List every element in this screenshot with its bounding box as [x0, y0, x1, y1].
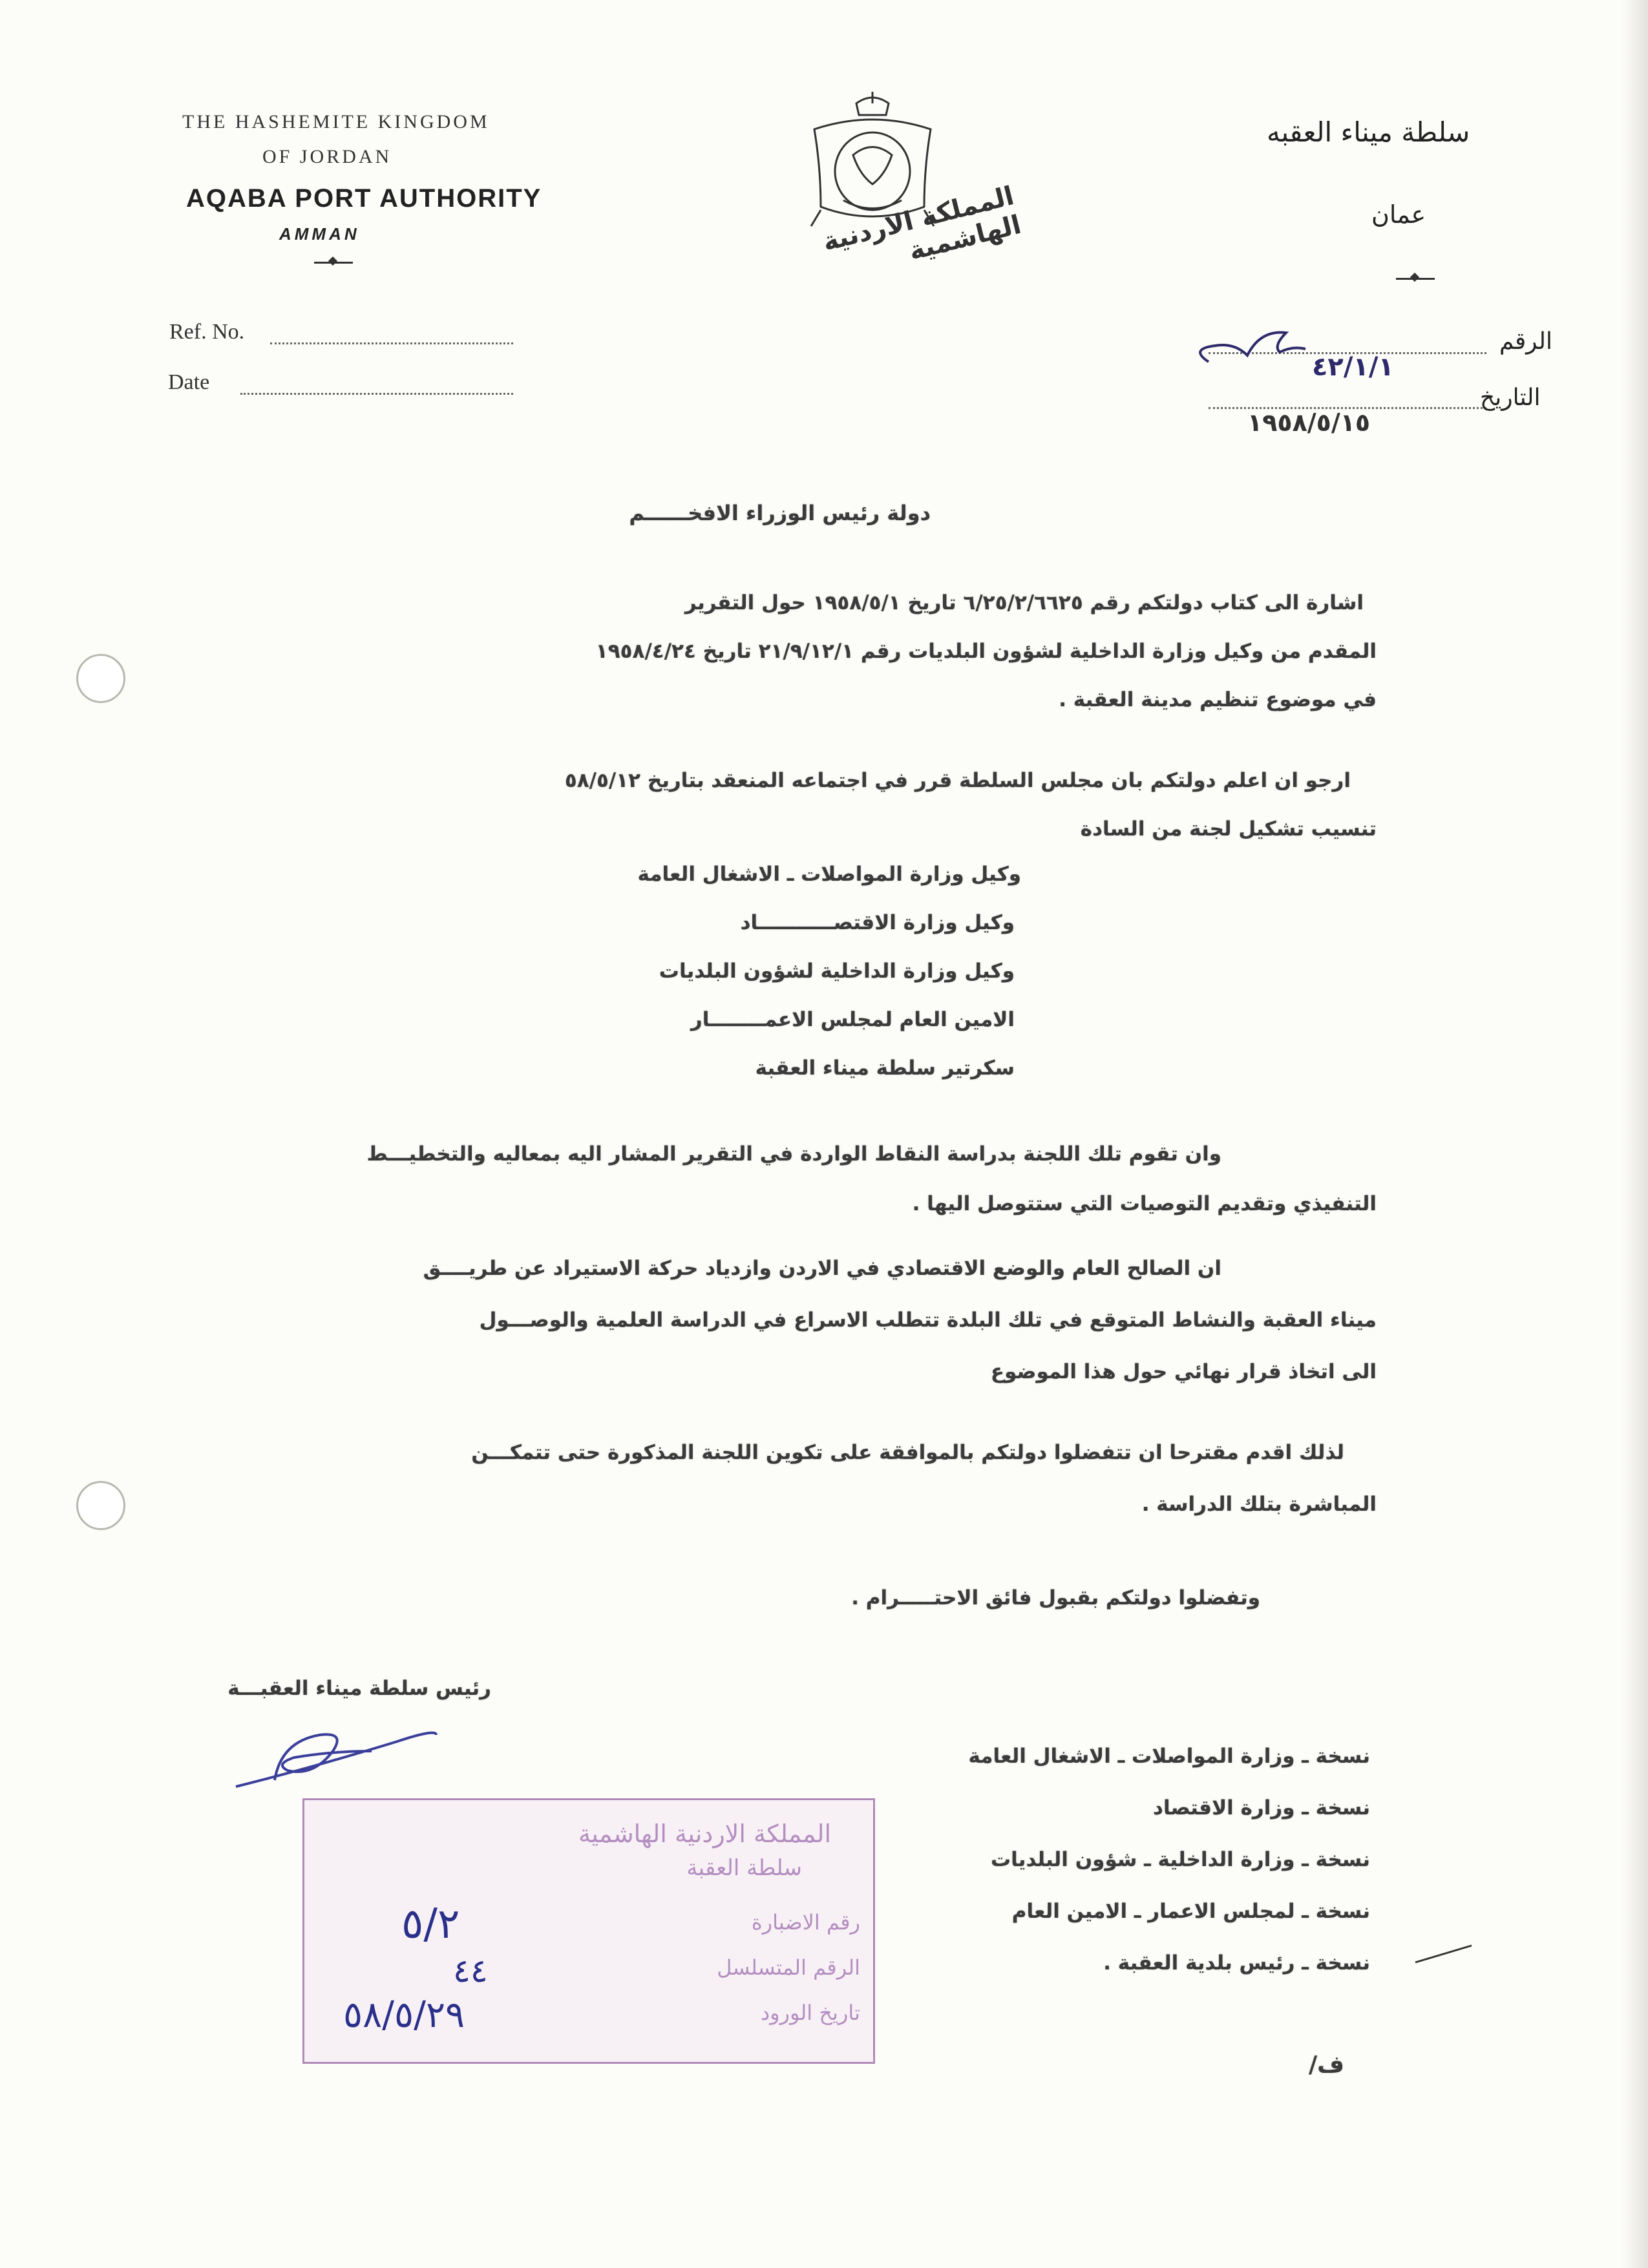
- copy-item-3: نسخة ـ وزارة الداخلية ـ شؤون البلديات: [991, 1848, 1370, 1871]
- para1-line3: في موضوع تنظيم مدينة العقبة .: [1059, 688, 1377, 711]
- ar-date-label: التاريخ: [1480, 384, 1541, 411]
- ornament-divider: [314, 262, 353, 264]
- committee-member-4: الامين العام لمجلس الاعمــــــــار: [690, 1008, 1015, 1031]
- para1-line1: اشارة الى كتاب دولتكم رقم ٦/٢٥/٢/٦٦٢٥ تاريخ ١٩٥٨/٥/١ حول التقرير: [684, 591, 1364, 614]
- para5-line2: المباشرة بتلك الدراسة .: [1141, 1493, 1377, 1516]
- copy-item-4: نسخة ـ لمجلس الاعمار ـ الامين العام: [1011, 1900, 1370, 1923]
- committee-member-1: وكيل وزارة المواصلات ـ الاشغال العامة: [637, 863, 1021, 886]
- para5-line1: لذلك اقدم مقترحا ان تتفضلوا دولتكم بالموافقة على تكوين اللجنة المذكورة حتى تتمكـــن: [471, 1441, 1344, 1464]
- stamp-label-file: رقم الاضبارة: [751, 1910, 860, 1935]
- ref-no-line: [270, 342, 513, 344]
- footer-mark: ف/: [1309, 2052, 1344, 2078]
- para1-line2: المقدم من وكيل وزارة الداخلية لشؤون البلديات رقم ٢١/٩/١٢/١ تاريخ ١٩٥٨/٤/٢٤: [595, 640, 1377, 663]
- ornament-divider-ar: [1396, 278, 1435, 280]
- addressee: دولة رئيس الوزراء الافخــــــم: [629, 501, 931, 525]
- stamp-value-date: ٥٨/٥/٢٩: [343, 1994, 465, 2036]
- para2-line1: ارجو ان اعلم دولتكم بان مجلس السلطة قرر في اجتماعه المنعقد بتاريخ ٥٨/٥/١٢: [564, 769, 1351, 792]
- stamp-line1: المملكة الاردنية الهاشمية: [578, 1820, 831, 1848]
- letterhead-org-name: AQABA PORT AUTHORITY: [186, 184, 542, 213]
- committee-member-2: وكيل وزارة الاقتصـــــــــــاد: [740, 911, 1015, 934]
- copy-item-5: نسخة ـ رئيس بلدية العقبة .: [1103, 1951, 1370, 1975]
- letterhead-kingdom: THE HASHEMITE KINGDOM: [182, 111, 490, 132]
- tick-mark-icon: [1412, 1942, 1477, 1968]
- handwritten-initials-icon: [1183, 323, 1312, 375]
- punch-hole-bottom: [76, 1481, 125, 1530]
- para4-line1: ان الصالح العام والوضع الاقتصادي في الاردن وازدياد حركة الاستيراد عن طريــــق: [423, 1257, 1221, 1280]
- letterhead-ar-city: عمان: [1371, 200, 1426, 229]
- stamp-value-serial: ٤٤: [453, 1952, 488, 1990]
- emblem-caption: المملكة الاردنية الهاشمية: [819, 181, 1024, 267]
- letterhead-ar-org-name: سلطة ميناء العقبه: [1267, 116, 1470, 148]
- copy-item-1: نسخة ـ وزارة المواصلات ـ الاشغال العامة: [968, 1745, 1370, 1768]
- committee-member-5: سكرتير سلطة ميناء العقبة: [755, 1056, 1015, 1080]
- para3-line1: وان تقوم تلك اللجنة بدراسة النقاط الواردة في التقرير المشار اليه بمعاليه والتخطيـــط: [366, 1142, 1221, 1166]
- letterhead-jordan: OF JORDAN: [262, 146, 392, 167]
- ar-ref-label: الرقم: [1499, 328, 1553, 355]
- signature-icon: [223, 1716, 456, 1806]
- ar-ref-value: ٤٢/١/١: [1312, 352, 1394, 382]
- closing-line: وتفضلوا دولتكم بقبول فائق الاحتـــــرام .: [851, 1586, 1260, 1610]
- ar-date-value: ١٩٥٨/٥/١٥: [1247, 408, 1371, 437]
- committee-member-3: وكيل وزارة الداخلية لشؤون البلديات: [659, 960, 1015, 983]
- para4-line3: الى اتخاذ قرار نهائي حول هذا الموضوع: [990, 1360, 1377, 1383]
- stamp-value-file: ٥/٢: [401, 1900, 460, 1948]
- date-line: [240, 393, 513, 395]
- stamp-line2: سلطة العقبة: [686, 1855, 802, 1881]
- ref-no-label: Ref. No.: [169, 320, 245, 344]
- signatory-title: رئيس سلطة ميناء العقبـــة: [227, 1677, 491, 1700]
- received-stamp: [302, 1798, 875, 2064]
- paper-edge-shadow: [1622, 0, 1648, 2268]
- copy-item-2: نسخة ـ وزارة الاقتصاد: [1153, 1796, 1370, 1820]
- para2-line2: تنسيب تشكيل لجنة من السادة: [1080, 817, 1377, 841]
- date-label: Date: [168, 370, 210, 394]
- letterhead-city: AMMAN: [279, 224, 360, 244]
- stamp-label-date: تاريخ الورود: [760, 2000, 860, 2025]
- para4-line2: ميناء العقبة والنشاط المتوقع في تلك البلدة تتطلب الاسراع في الدراسة العلمية والوصـــول: [479, 1308, 1377, 1332]
- para3-line2: التنفيذي وتقديم التوصيات التي ستتوصل اليها .: [912, 1192, 1377, 1215]
- punch-hole-top: [76, 654, 125, 703]
- royal-emblem: [724, 90, 1024, 278]
- stamp-label-serial: الرقم المتسلسل: [717, 1955, 860, 1980]
